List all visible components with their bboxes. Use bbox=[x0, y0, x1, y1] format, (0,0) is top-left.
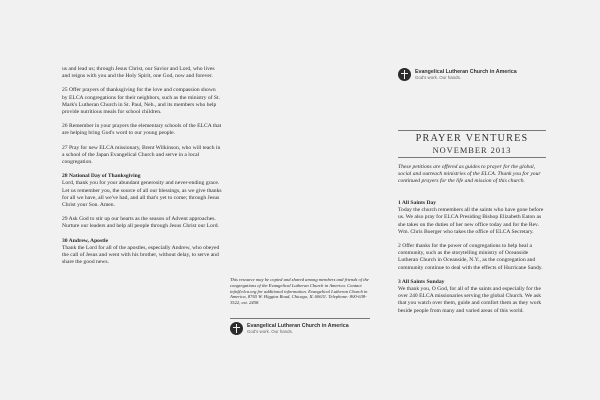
prayer-entry-25 bbox=[62, 87, 222, 116]
elca-logo-top bbox=[398, 68, 517, 81]
prayer-entry-27 bbox=[62, 145, 222, 167]
prayer-entry-29 bbox=[62, 216, 222, 230]
logo-name: Evangelical Lutheran Church in America bbox=[247, 323, 349, 329]
entry-title: 3 All Saints Sunday bbox=[398, 278, 445, 285]
logo-text bbox=[247, 323, 349, 334]
cross-icon bbox=[398, 68, 411, 81]
entry-text: 2 Offer thanks for the power of congregations to help heal a community, such as the storytelling ministry of Oceanside Lutheran Church in Oceanside, N.Y., as the congregation and community continue to deal with the effects of Hurricane Sandy. bbox=[398, 243, 543, 271]
prayer-entry-3 bbox=[398, 279, 546, 315]
entry-text: 27 Pray for new ELCA missionary, Brent Wilkinson, who will teach in a school of the Japan Evangelical Church and serve in a local congregation. bbox=[62, 144, 221, 166]
continuation-text: us and lead us; through Jesus Christ, our Savior and Lord, who lives and reigns with you and the Holy Spirit, one God, now and forever. bbox=[62, 66, 215, 80]
page-title: PRAYER VENTURES bbox=[415, 133, 529, 144]
prayer-entry-28 bbox=[62, 173, 222, 209]
prayer-entry-30 bbox=[62, 238, 222, 267]
entry-text: We thank you, O God, for all of the saints and especially for the over 240 ELCA missionaries serving the global Church. We ask that you watch over them, guide and comfort them as they work beside people from many and varied areas of this world. bbox=[398, 286, 542, 314]
left-panel bbox=[62, 66, 222, 400]
entry-text: 26 Remember in your prayers the elementary schools of the ELCA that are helping bring God's word to our young people. bbox=[62, 123, 222, 137]
entry-text: Thank the Lord for all of the apostles, especially Andrew, who obeyed the call of Jesus and went with his brother, without delay, to serve and share the good news. bbox=[62, 244, 220, 266]
elca-logo-bottom bbox=[230, 322, 349, 335]
entry-title: 30 Andrew, Apostle bbox=[62, 237, 109, 244]
divider bbox=[230, 318, 370, 319]
entry-text: Today the church remembers all the saints who have gone before us. We also pray for ELCA Presiding Bishop Elizabeth Eaton as she takes on the duties of her new office today and for the Rev. Wm. Chris Boerger who takes the office of ELCA Secretary. bbox=[398, 207, 544, 235]
entry-title: 1 All Saints Day bbox=[398, 200, 437, 206]
logo-tagline: God's work. Our hands. bbox=[415, 75, 461, 80]
copyright-notice: This resource may be copied and shared among members and friends of the congregations of the Evangelical Lutheran Church in America. Contact info@elca.org for additional information. Evangelical Lutheran Church in America, 8765 W. Higgins Road, Chicago, IL 60631. Telephone: 800-638-3522, ext. 2458. bbox=[230, 277, 369, 306]
page-subtitle: NOVEMBER 2013 bbox=[432, 146, 512, 155]
cross-icon bbox=[230, 322, 243, 335]
prayer-entry-2 bbox=[398, 243, 546, 272]
title-rule-bottom bbox=[398, 157, 546, 158]
logo-text bbox=[415, 69, 517, 80]
prayer-entry-1 bbox=[398, 200, 546, 236]
prayer-entry-26 bbox=[62, 123, 222, 137]
title-rule-top bbox=[398, 130, 546, 131]
intro-text: These petitions are offered as guides to prayer for the global, social and outreach ministries of the ELCA. Thank you for your continued prayers for the life and mission of this church. bbox=[398, 164, 541, 185]
logo-name: Evangelical Lutheran Church in America bbox=[415, 69, 517, 75]
logo-tagline: God's work. Our hands. bbox=[247, 329, 293, 334]
entry-text: 25 Offer prayers of thanksgiving for the love and compassion shown by ELCA congregations for their neighbors, such as the ministry of St. Mark's Lutheran Church in St. Paul, Neb., and its members who help provide nutritious meals for school children. bbox=[62, 87, 220, 116]
entry-text: Lord, thank you for your abundant generosity and never-ending grace. Let us remember you, the source of all our blessings, as we give thanks for all we have, all we've had, and all that's yet to come; through Jesus Christ your Son. Amen. bbox=[62, 180, 222, 209]
entry-text: 29 Ask God to stir up our hearts as the season of Advent approaches. Nurture our leaders and help all people through Jesus Christ our Lord. bbox=[62, 216, 219, 230]
entry-title: 28 National Day of Thanksgiving bbox=[62, 173, 141, 180]
right-entries bbox=[398, 200, 546, 322]
